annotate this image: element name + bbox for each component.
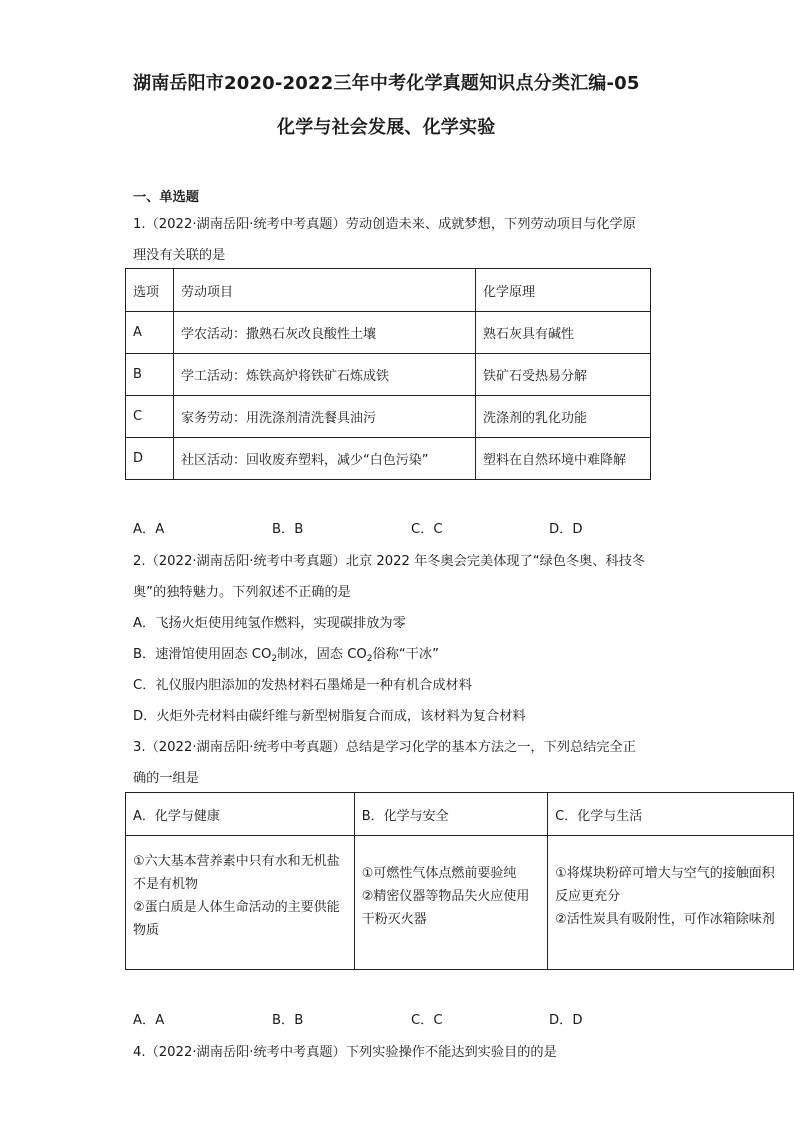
cell-line: ①将煤块粉碎可增大与空气的接触面积: [555, 866, 775, 881]
table-cell: 铁矿石受热易分解: [476, 354, 651, 396]
table-cell: 社区活动：回收废弃塑料，减少“白色污染”: [174, 438, 476, 480]
table-row: [126, 836, 794, 970]
table-header-cell: 选项: [126, 269, 174, 312]
question-2-stem-cont: 奥”的独特魅力。下列叙述不正确的是: [133, 585, 351, 600]
table-cell: [126, 836, 355, 970]
table-header-cell: 劳动项目: [174, 269, 476, 312]
answer-option-b: B．B: [272, 1013, 304, 1028]
cell-line: ①六大基本营养素中只有水和无机盐: [133, 854, 340, 869]
table-cell: B: [126, 354, 174, 396]
document-title-line1: 湖南岳阳市2020-2022三年中考化学真题知识点分类汇编-05: [133, 73, 640, 94]
question-2-option-a: A．飞扬火炬使用纯氢作燃料，实现碳排放为零: [133, 616, 406, 631]
answer-option-d: D．D: [549, 1013, 583, 1028]
table-cell: 洗涤剂的乳化功能: [476, 396, 651, 438]
answer-option-a: A．A: [133, 522, 165, 537]
question-1-stem-cont: 理没有关联的是: [133, 248, 226, 263]
section-heading: 一、单选题: [133, 190, 199, 205]
table-cell: [354, 836, 547, 970]
table-cell: 塑料在自然环境中难降解: [476, 438, 651, 480]
table-header-row: [126, 793, 794, 836]
question-2-stem: 2.（2022·湖南岳阳·统考中考真题）北京 2022 年冬奥会完美体现了“绿色冬奥、科技冬: [133, 554, 646, 569]
cell-line: 不是有机物: [133, 877, 199, 892]
table-cell: C: [126, 396, 174, 438]
cell-line: 反应更充分: [555, 889, 621, 904]
cell-line: 物质: [133, 923, 160, 938]
cell-line: ②活性炭具有吸附性，可作冰箱除味剂: [555, 912, 775, 927]
question-4-stem: 4.（2022·湖南岳阳·统考中考真题）下列实验操作不能达到实验目的的是: [133, 1045, 557, 1060]
cell-line: 干粉灭火器: [361, 912, 427, 927]
question-2-option-d: D．火炬外壳材料由碳纤维与新型树脂复合而成，该材料为复合材料: [133, 709, 526, 724]
table-cell: 学工活动：炼铁高炉将铁矿石炼成铁: [174, 354, 476, 396]
table-header-cell: C．化学与生活: [548, 793, 794, 836]
subscript: 2: [366, 654, 373, 664]
cell-line: ①可燃性气体点燃前要验纯: [361, 866, 517, 881]
table-cell: [548, 836, 794, 970]
question-1-stem: 1.（2022·湖南岳阳·统考中考真题）劳动创造未来、成就梦想，下列劳动项目与化学原: [133, 217, 636, 232]
table-cell: 熟石灰具有碱性: [476, 312, 651, 354]
answer-option-a: A．A: [133, 1013, 165, 1028]
answer-option-c: C．C: [411, 1013, 443, 1028]
table-cell: D: [126, 438, 174, 480]
option-b-text: 俗称“干冰”: [372, 647, 439, 662]
document-title-line2: 化学与社会发展、化学实验: [277, 117, 496, 138]
answer-option-c: C．C: [411, 522, 443, 537]
option-b-text: 制冰，固态 CO: [277, 647, 367, 662]
answer-option-b: B．B: [272, 522, 304, 537]
subscript: 2: [271, 654, 278, 664]
table-header-cell: A．化学与健康: [126, 793, 355, 836]
question-2-option-c: C．礼仪服内胆添加的发热材料石墨烯是一种有机合成材料: [133, 678, 472, 693]
cell-line: ②蛋白质是人体生命活动的主要供能: [133, 900, 340, 915]
table-cell: A: [126, 312, 174, 354]
cell-line: ②精密仪器等物品失火应使用: [361, 889, 530, 904]
question-3-table: [125, 792, 794, 970]
table-cell: 学农活动：撒熟石灰改良酸性土壤: [174, 312, 476, 354]
question-3-stem: 3.（2022·湖南岳阳·统考中考真题）总结是学习化学的基本方法之一，下列总结完全正: [133, 740, 636, 755]
answer-option-d: D．D: [549, 522, 583, 537]
option-b-text: B．速滑馆使用固态 CO: [133, 647, 272, 662]
table-header-cell: 化学原理: [476, 269, 651, 312]
question-3-stem-cont: 确的一组是: [133, 771, 199, 786]
table-header-cell: B．化学与安全: [354, 793, 547, 836]
table-cell: 家务劳动：用洗涤剂清洗餐具油污: [174, 396, 476, 438]
